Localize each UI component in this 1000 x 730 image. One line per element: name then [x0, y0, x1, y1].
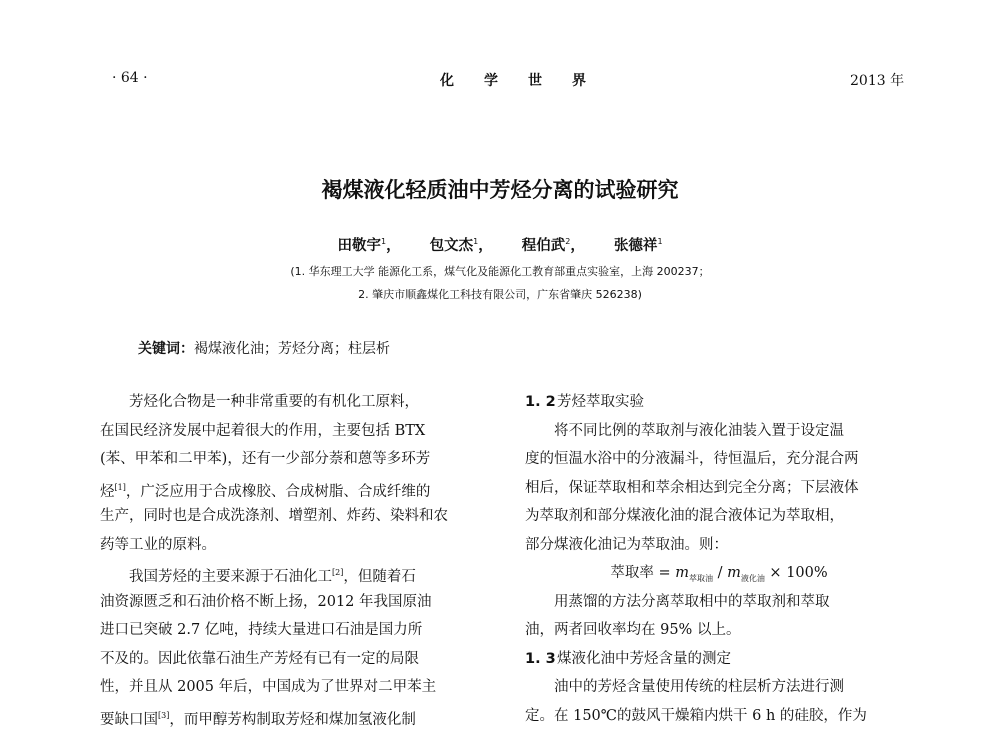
- text-line: 部分煤液化油记为萃取油。则：: [525, 531, 913, 560]
- page-number: · 64 ·: [112, 70, 148, 86]
- text-line: 油中的芳烃含量使用传统的柱层析方法进行测: [525, 673, 913, 702]
- text-line: 药等工业的原料。: [100, 531, 472, 560]
- text-span: 烃: [100, 483, 115, 499]
- text-line: 不及的。因此依靠石油生产芳烃有已有一定的局限: [100, 645, 472, 674]
- section-title: 煤液化油中芳烃含量的测定: [557, 651, 731, 667]
- formula-sub: 萃取油: [689, 574, 713, 583]
- text-line: 油，两者回收率均在 95% 以上。: [525, 616, 913, 645]
- author-list: [0, 234, 1000, 255]
- citation-ref: [1]: [115, 483, 126, 492]
- text-line: [100, 474, 472, 503]
- section-number: 1. 3: [525, 645, 557, 674]
- keywords-label: 关键词：: [138, 341, 194, 357]
- author-name: 田敬宇: [337, 238, 381, 254]
- citation-ref: [3]: [158, 711, 169, 720]
- section-title: 芳烃萃取实验: [557, 394, 644, 410]
- text-line: 在国民经济发展中起着很大的作用，主要包括 BTX: [100, 417, 472, 446]
- formula-lhs: 萃取率 =: [610, 565, 675, 581]
- formula-m: m: [675, 565, 689, 581]
- author: [522, 238, 585, 254]
- right-column: [525, 388, 913, 730]
- keywords-text: 褐煤液化油；芳烃分离；柱层析: [194, 341, 390, 357]
- text-line: 进口已突破 2.7 亿吨，持续大量进口石油是国力所: [100, 616, 472, 645]
- author-name: 程伯武: [522, 238, 566, 254]
- author-affiliation-mark: 1: [381, 237, 386, 246]
- section-heading: [525, 388, 913, 417]
- text-span: 要缺口国: [100, 711, 158, 727]
- text-line: 油资源匮乏和石油价格不断上扬，2012 年我国原油: [100, 588, 472, 617]
- text-line: 定。在 150℃的鼓风干燥箱内烘干 6 h 的硅胶，作为: [525, 702, 913, 730]
- author: [614, 238, 663, 254]
- text-span: ，但随着石: [343, 569, 416, 585]
- author-name: 包文杰: [430, 238, 474, 254]
- affiliation-line: (1. 华东理工大学 能源化工系，煤气化及能源化工教育部重点实验室，上海 200237；: [0, 263, 1000, 279]
- section-heading: [525, 645, 913, 674]
- formula-m: m: [727, 565, 741, 581]
- text-line: [100, 559, 472, 588]
- text-line: 度的恒温水浴中的分液漏斗，待恒温后，充分混合两: [525, 445, 913, 474]
- text-line: (苯、甲苯和二甲苯)，还有一少部分萘和蒽等多环芳: [100, 445, 472, 474]
- text-line: 为萃取剂和部分煤液化油的混合液体记为萃取相，: [525, 502, 913, 531]
- author-name: 张德祥: [614, 238, 658, 254]
- formula-rhs: × 100%: [765, 565, 828, 581]
- citation-ref: [2]: [332, 568, 343, 577]
- formula: [525, 559, 913, 588]
- author-separator: ，: [478, 238, 493, 254]
- affiliation-line: 2. 肇庆市顺鑫煤化工科技有限公司，广东省肇庆 526238): [0, 286, 1000, 302]
- text-line: 相后，保证萃取相和萃余相达到完全分离；下层液体: [525, 474, 913, 503]
- author-affiliation-mark: 1: [657, 237, 662, 246]
- section-number: 1. 2: [525, 388, 557, 417]
- left-column: [100, 388, 472, 730]
- author: [337, 238, 400, 254]
- formula-sub: 液化油: [741, 574, 765, 583]
- text-line: [100, 702, 472, 730]
- journal-name: 化学世界: [440, 70, 616, 90]
- publication-year: 2013 年: [850, 70, 904, 90]
- text-line: 芳烃化合物是一种非常重要的有机化工原料，: [100, 388, 472, 417]
- author-separator: ，: [386, 238, 401, 254]
- text-span: ，而甲醇芳构制取芳烃和煤加氢液化制: [169, 711, 416, 727]
- text-line: 将不同比例的萃取剂与液化油装入置于设定温: [525, 417, 913, 446]
- text-span: 我国芳烃的主要来源于石油化工: [129, 569, 332, 585]
- article-title: 褐煤液化轻质油中芳烃分离的试验研究: [0, 174, 1000, 204]
- text-line: 生产，同时也是合成洗涤剂、增塑剂、炸药、染料和农: [100, 502, 472, 531]
- author: [430, 238, 493, 254]
- text-span: ，广泛应用于合成橡胶、合成树脂、合成纤维的: [126, 483, 431, 499]
- text-line: 性，并且从 2005 年后，中国成为了世界对二甲苯主: [100, 673, 472, 702]
- author-separator: ，: [570, 238, 585, 254]
- text-line: 用蒸馏的方法分离萃取相中的萃取剂和萃取: [525, 588, 913, 617]
- formula-slash: /: [713, 565, 727, 581]
- author-affiliation-mark: 1: [473, 237, 478, 246]
- author-affiliation-mark: 2: [565, 237, 570, 246]
- keywords: [138, 338, 390, 358]
